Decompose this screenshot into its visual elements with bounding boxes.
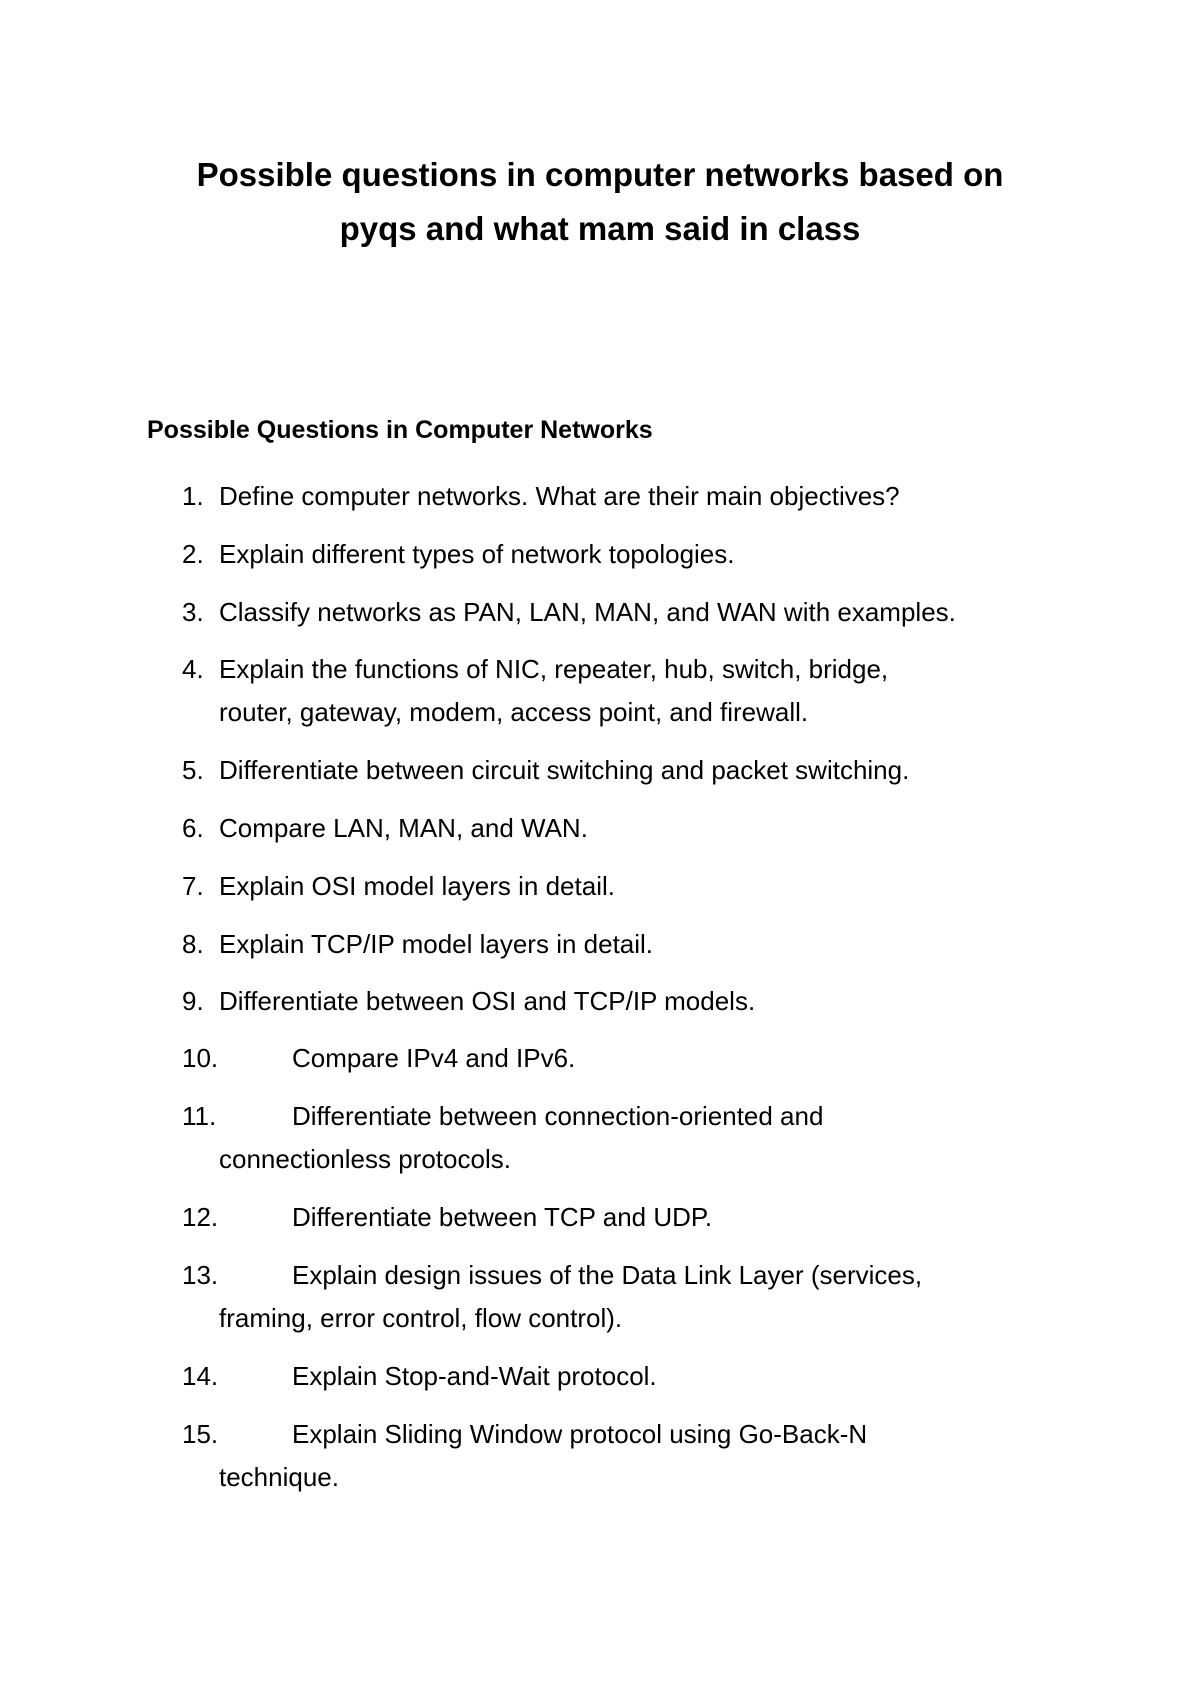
question-text-line: Differentiate between OSI and TCP/IP models.: [219, 986, 756, 1016]
question-text-line: Classify networks as PAN, LAN, MAN, and WAN with examples.: [219, 597, 956, 627]
question-text-line: Explain different types of network topologies.: [219, 539, 735, 569]
document-title-line-1: Possible questions in computer networks based on: [196, 156, 1004, 193]
question-number: 6.: [182, 813, 204, 843]
document-title-line-2: pyqs and what mam said in class: [339, 210, 861, 247]
question-number: 10.: [182, 1043, 219, 1073]
document-title: [120, 148, 1080, 256]
question-text-line: technique.: [219, 1462, 339, 1492]
question-text-line: Differentiate between TCP and UDP.: [292, 1202, 713, 1232]
question-number: 12.: [182, 1202, 219, 1232]
section-heading: Possible Questions in Computer Networks: [147, 416, 653, 444]
question-number: 8.: [182, 929, 204, 959]
question-text-line: Explain the functions of NIC, repeater, hub, switch, bridge,: [219, 654, 889, 684]
question-text-line: Explain OSI model layers in detail.: [219, 871, 615, 901]
question-text-line: router, gateway, modem, access point, and firewall.: [219, 697, 809, 727]
question-text-line: Compare LAN, MAN, and WAN.: [219, 813, 588, 843]
question-text-line: Explain Stop-and-Wait protocol.: [292, 1361, 657, 1391]
question-text-line: Define computer networks. What are their main objectives?: [219, 481, 900, 511]
question-number: 2.: [182, 539, 204, 569]
question-number: 15.: [182, 1419, 219, 1449]
question-text-line: Explain Sliding Window protocol using Go-Back-N: [292, 1419, 868, 1449]
question-number: 11.: [182, 1101, 217, 1131]
question-text-line: connectionless protocols.: [219, 1144, 511, 1174]
question-text-line: Differentiate between connection-oriented and: [292, 1101, 824, 1131]
question-number: 1.: [182, 481, 204, 511]
question-number: 13.: [182, 1260, 219, 1290]
question-number: 4.: [182, 654, 204, 684]
question-number: 9.: [182, 986, 204, 1016]
question-text-line: framing, error control, flow control).: [219, 1303, 623, 1333]
question-number: 14.: [182, 1361, 219, 1391]
question-number: 3.: [182, 597, 204, 627]
question-text-line: Differentiate between circuit switching and packet switching.: [219, 755, 910, 785]
question-text-line: Explain design issues of the Data Link Layer (services,: [292, 1260, 923, 1290]
question-number: 7.: [182, 871, 204, 901]
question-number: 5.: [182, 755, 204, 785]
question-text-line: Explain TCP/IP model layers in detail.: [219, 929, 654, 959]
question-text-line: Compare IPv4 and IPv6.: [292, 1043, 576, 1073]
